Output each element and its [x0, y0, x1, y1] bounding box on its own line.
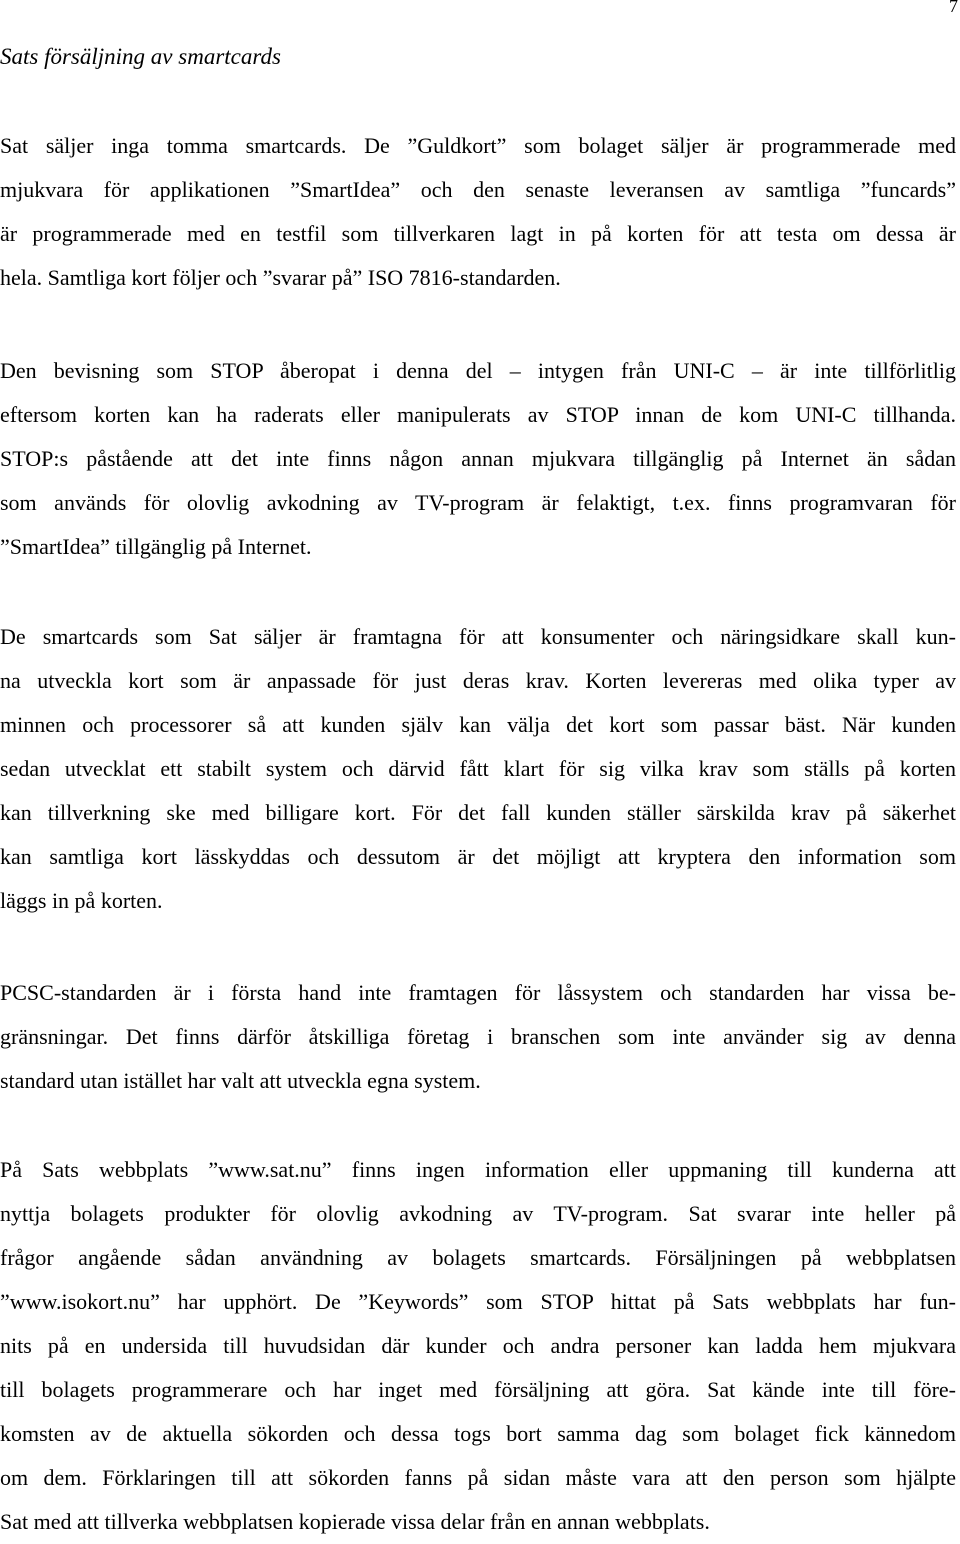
text-line: PCSC-standarden är i första hand inte framtagen för låssystem och standarden har vissa be-	[0, 980, 956, 1005]
text-line: De smartcards som Sat säljer är framtagna för att konsumenter och näringsidkare skall kun-	[0, 624, 956, 649]
paragraph-smartcard-purpose	[0, 615, 956, 923]
text-line: är programmerade med en testfil som tillverkaren lagt in på korten för att testa om dessa är	[0, 221, 956, 246]
text-line: kan samtliga kort lässkyddas och dessutom är det möjligt att kryptera den information som	[0, 844, 956, 869]
text-line: na utveckla kort som är anpassade för just deras krav. Korten levereras med olika typer av	[0, 668, 956, 693]
paragraph-sales-intro	[0, 124, 956, 300]
text-line: hela. Samtliga kort följer och ”svarar på” ISO 7816-standarden.	[0, 265, 561, 290]
text-line: kan tillverkning ske med billigare kort. För det fall kunden ställer särskilda krav på säkerhet	[0, 800, 956, 825]
text-line: På Sats webbplats ”www.sat.nu” finns ingen information eller uppmaning till kunderna att	[0, 1157, 956, 1182]
paragraph-pcsc-standard	[0, 971, 956, 1103]
text-line: minnen och processorer så att kunden själv kan välja det kort som passar bäst. När kunden	[0, 712, 956, 737]
text-line: sedan utvecklat ett stabilt system och därvid fått klart för sig vilka krav som ställs på korten	[0, 756, 956, 781]
text-line: standard utan istället har valt att utveckla egna system.	[0, 1068, 481, 1093]
text-line: nyttja bolagets produkter för olovlig avkodning av TV-program. Sat svarar inte heller på	[0, 1201, 956, 1226]
text-line: gränsningar. Det finns därför åtskilliga företag i branschen som inte använder sig av denna	[0, 1024, 956, 1049]
text-line: Den bevisning som STOP åberopat i denna del – intygen från UNI-C – är inte tillförlitlig	[0, 358, 956, 383]
page-number: 7	[949, 0, 958, 16]
text-line: ”www.isokort.nu” har upphört. De ”Keywords” som STOP hittat på Sats webbplats har fun-	[0, 1289, 956, 1314]
text-line: komsten av de aktuella sökorden och dessa togs bort samma dag som bolaget fick kännedom	[0, 1421, 956, 1446]
paragraph-evidence	[0, 349, 956, 569]
text-line: frågor angående sådan användning av bolagets smartcards. Försäljningen på webbplatsen	[0, 1245, 956, 1270]
text-line: läggs in på korten.	[0, 888, 163, 913]
section-heading: Sats försäljning av smartcards	[0, 44, 281, 69]
text-line: Sat med att tillverka webbplatsen kopierade vissa delar från en annan webbplats.	[0, 1509, 710, 1534]
text-line: till bolagets programmerare och har inget med försäljning att göra. Sat kände inte till före-	[0, 1377, 956, 1402]
text-line: ”SmartIdea” tillgänglig på Internet.	[0, 534, 312, 559]
text-line: som används för olovlig avkodning av TV-program är felaktigt, t.ex. finns programvaran för	[0, 490, 956, 515]
text-line: eftersom korten kan ha raderats eller manipulerats av STOP innan de kom UNI-C tillhanda.	[0, 402, 956, 427]
text-line: mjukvara för applikationen ”SmartIdea” och den senaste leveransen av samtliga ”funcards”	[0, 177, 956, 202]
paragraph-website	[0, 1148, 956, 1544]
text-line: om dem. Förklaringen till att sökorden fanns på sidan måste vara att den person som hjälpte	[0, 1465, 956, 1490]
text-line: STOP:s påstående att det inte finns någon annan mjukvara tillgänglig på Internet än sådan	[0, 446, 956, 471]
text-line: nits på en undersida till huvudsidan där kunder och andra personer kan ladda hem mjukvara	[0, 1333, 956, 1358]
text-line: Sat säljer inga tomma smartcards. De ”Guldkort” som bolaget säljer är programmerade med	[0, 133, 956, 158]
